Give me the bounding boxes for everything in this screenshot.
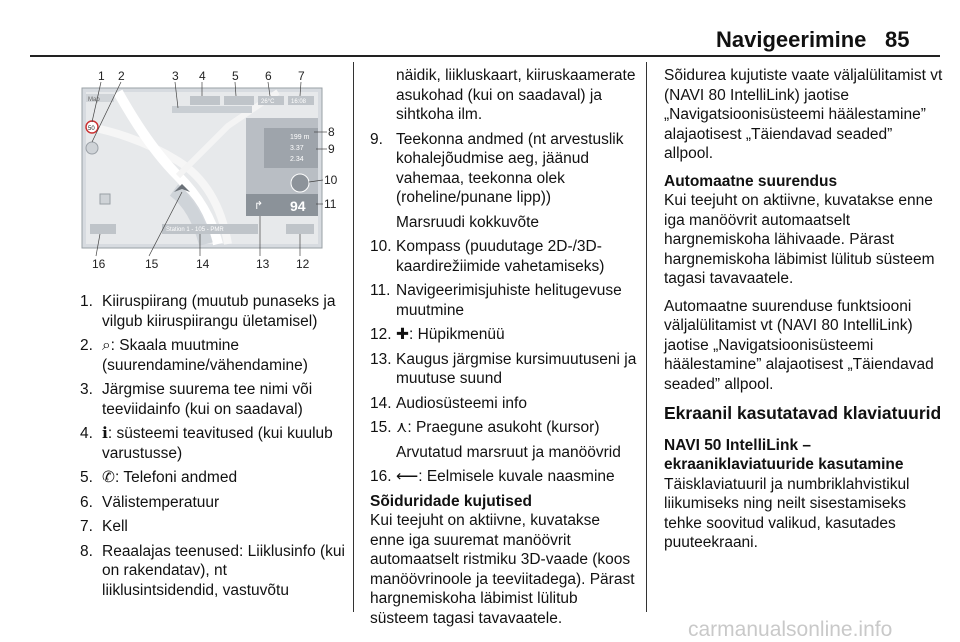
watermark: carmanualsonline.info: [688, 618, 893, 641]
list-item: [80, 468, 345, 488]
item-text: Audiosüsteemi info: [396, 394, 527, 412]
notifications-widget[interactable]: [190, 96, 220, 105]
item-number: 10.: [370, 238, 392, 255]
subheading: Automaatne suurendus: [664, 172, 838, 190]
item-number: 16.: [370, 468, 392, 485]
item-number: 6.: [80, 493, 93, 511]
item-number: 7.: [80, 518, 93, 535]
paragraph: Sõidurea kujutiste vaate väljalülitamist vt (NAVI 80 IntelliLink) jaotise „Navigatsioonisüsteemi häälestamine” alajaotisest „Täiendavad seaded” allpool.: [664, 67, 943, 162]
item-number: 14.: [370, 394, 392, 412]
header-rule: [30, 55, 940, 57]
speed-limit-value: 50: [88, 126, 95, 132]
list-item: [370, 281, 638, 320]
column-2: [370, 66, 638, 636]
volume-icon[interactable]: [100, 194, 110, 204]
item-number: 15.: [370, 419, 392, 436]
popup-menu-button[interactable]: [286, 224, 314, 234]
list-item: [80, 336, 345, 375]
item-number: 13.: [370, 350, 392, 368]
list-item: [370, 325, 638, 345]
callout-9: 9: [328, 142, 335, 156]
section-heading: Ekraanil kasutatavad klaviatuurid: [664, 403, 942, 423]
item-text: Navigeerimisjuhiste helitugevuse muutmine: [396, 282, 622, 319]
callout-6: 6: [265, 69, 272, 83]
list-item: [80, 493, 345, 513]
route-distance-2: 3.37: [290, 145, 304, 152]
item-text: Kell: [102, 518, 128, 535]
page-header: [0, 0, 960, 58]
item-subtext: Marsruudi kokkuvõte: [396, 213, 540, 231]
paragraph: Kui teejuht on aktiivne, kuvatakse enne iga manöövrit automaatselt hargnemiskoha lähivaade. Pärast hargnemiskoha läbimist lülitub süsteem tagasi tavavaatele.: [664, 192, 935, 287]
audio-info-text: Station 1 - 105 - PMR: [166, 227, 224, 233]
item-number: 12.: [370, 326, 392, 343]
list-item: [80, 542, 345, 601]
page-number: 85: [885, 27, 910, 52]
item-text: Kaugus järgmise kursimuutuseni ja muutuse suund: [396, 350, 637, 387]
item-text: Teekonna andmed (nt arvestuslik kohalejõudmise aeg, jäänud vahemaa, teekonna olek (roheline/punane lipp)): [396, 130, 624, 206]
item-text: ⋏: Praegune asukoht (kursor): [396, 419, 600, 436]
callout-11: 11: [324, 197, 337, 211]
section-paragraph: Kui teejuht on aktiivne, kuvatakse enne iga suuremat manöövrit automaatselt ristmiku 3D-vaade (koos manöövrinoole ja teeviitadega). Pärast hargnemiskoha läbimist lülitub süsteem tagasi tavavaatele.: [370, 512, 635, 627]
route-distance-1: 199 m: [290, 134, 310, 141]
phone-widget[interactable]: [224, 96, 254, 105]
callout-15: 15: [145, 257, 159, 271]
list-item: [370, 418, 638, 438]
item-text: Reaalajas teenused: Liiklusinfo (kui on rakendatav), nt liiklusintsidendid, vastuvõtu: [102, 542, 345, 599]
callout-16: 16: [92, 257, 106, 271]
item-text: ⟵: Eelmisele kuvale naasmine: [396, 468, 615, 485]
item-number: 8.: [80, 542, 93, 560]
item-number: 4.: [80, 425, 93, 442]
compass-icon[interactable]: [291, 174, 309, 192]
item-text: Järgmise suurema tee nimi või teeviidainfo (kui on saadaval): [102, 381, 313, 418]
list-item: [370, 467, 638, 487]
item-number: 3.: [80, 381, 93, 398]
clock-readout: 16:08: [291, 99, 307, 105]
section-heading: Sõiduridade kujutised: [370, 492, 532, 510]
paragraph: Automaatne suurenduse funktsiooni väljalülitamist vt (NAVI 80 IntelliLink) jaotise „Navigatsioonisüsteemi häälestamine” alajaotisest „Täiendavad seaded” allpool.: [664, 297, 934, 393]
item-text: Kiiruspiirang (muutub punaseks ja vilgub kiiruspiirangu ületamisel): [102, 293, 336, 330]
route-distance-3: 2.34: [290, 156, 304, 163]
list-item: [80, 517, 345, 537]
list-item: [370, 130, 638, 208]
list-item: [370, 350, 638, 389]
item-text: ✚: Hüpikmenüü: [396, 326, 505, 343]
navigation-screen-illustration: [78, 66, 346, 274]
page-title: Navigeerimine: [716, 27, 867, 52]
callout-10: 10: [324, 173, 338, 187]
callout-3: 3: [172, 69, 179, 83]
item-continuation: näidik, liikluskaart, kiiruskaamerate asukohad (kui on saadaval) ja sihtkoha ilm.: [396, 67, 636, 123]
callout-1: 1: [98, 69, 105, 83]
temperature-readout: 26°C: [261, 99, 275, 105]
callout-4: 4: [199, 69, 206, 83]
callout-8: 8: [328, 125, 335, 139]
item-number: 11.: [370, 282, 391, 299]
item-number: 5.: [80, 469, 93, 486]
map-label: Map: [88, 97, 100, 103]
next-turn-distance: 94: [290, 198, 306, 214]
back-button[interactable]: [90, 224, 116, 234]
item-text: ℹ: süsteemi teavitused (kui kuulub varustusse): [102, 425, 333, 462]
navigation-screen-figure: [78, 66, 346, 274]
item-text: ✆: Telefoni andmed: [102, 469, 238, 486]
column-divider: [646, 62, 647, 612]
list-item: [80, 424, 345, 463]
list-item: [370, 237, 638, 276]
list-item: [80, 380, 345, 419]
column-3: [664, 66, 944, 561]
item-number: 9.: [370, 130, 383, 148]
item-text: Välistemperatuur: [102, 493, 220, 511]
item-number: 1.: [80, 293, 93, 310]
callout-2: 2: [118, 69, 125, 83]
list-item: [80, 292, 345, 331]
callout-5: 5: [232, 69, 239, 83]
paragraph: Täisklaviatuuril ja numbriklahvistikul liikumiseks ning neilt sisestamiseks tehke soovitud valikud, kasutades puuteekraani.: [664, 475, 910, 551]
road-name-bar: [172, 106, 252, 113]
turn-arrow-icon: ↱: [254, 200, 264, 212]
item-subtext: Arvutatud marsruut ja manöövrid: [396, 443, 621, 461]
list-item: [370, 394, 638, 414]
callout-12: 12: [296, 257, 310, 271]
callout-14: 14: [196, 257, 210, 271]
subheading: NAVI 50 IntelliLink – ekraaniklaviatuuride kasutamine: [664, 436, 904, 473]
column-divider: [353, 62, 354, 612]
column-1: [80, 292, 345, 605]
callout-7: 7: [298, 69, 305, 83]
zoom-icon[interactable]: [86, 142, 98, 154]
item-text: Kompass (puudutage 2D-/3D-kaardirežiimide vahetamiseks): [396, 238, 605, 275]
item-number: 2.: [80, 337, 93, 354]
item-text: ⌕: Skaala muutmine (suurendamine/vähendamine): [102, 337, 308, 374]
callout-13: 13: [256, 257, 270, 271]
